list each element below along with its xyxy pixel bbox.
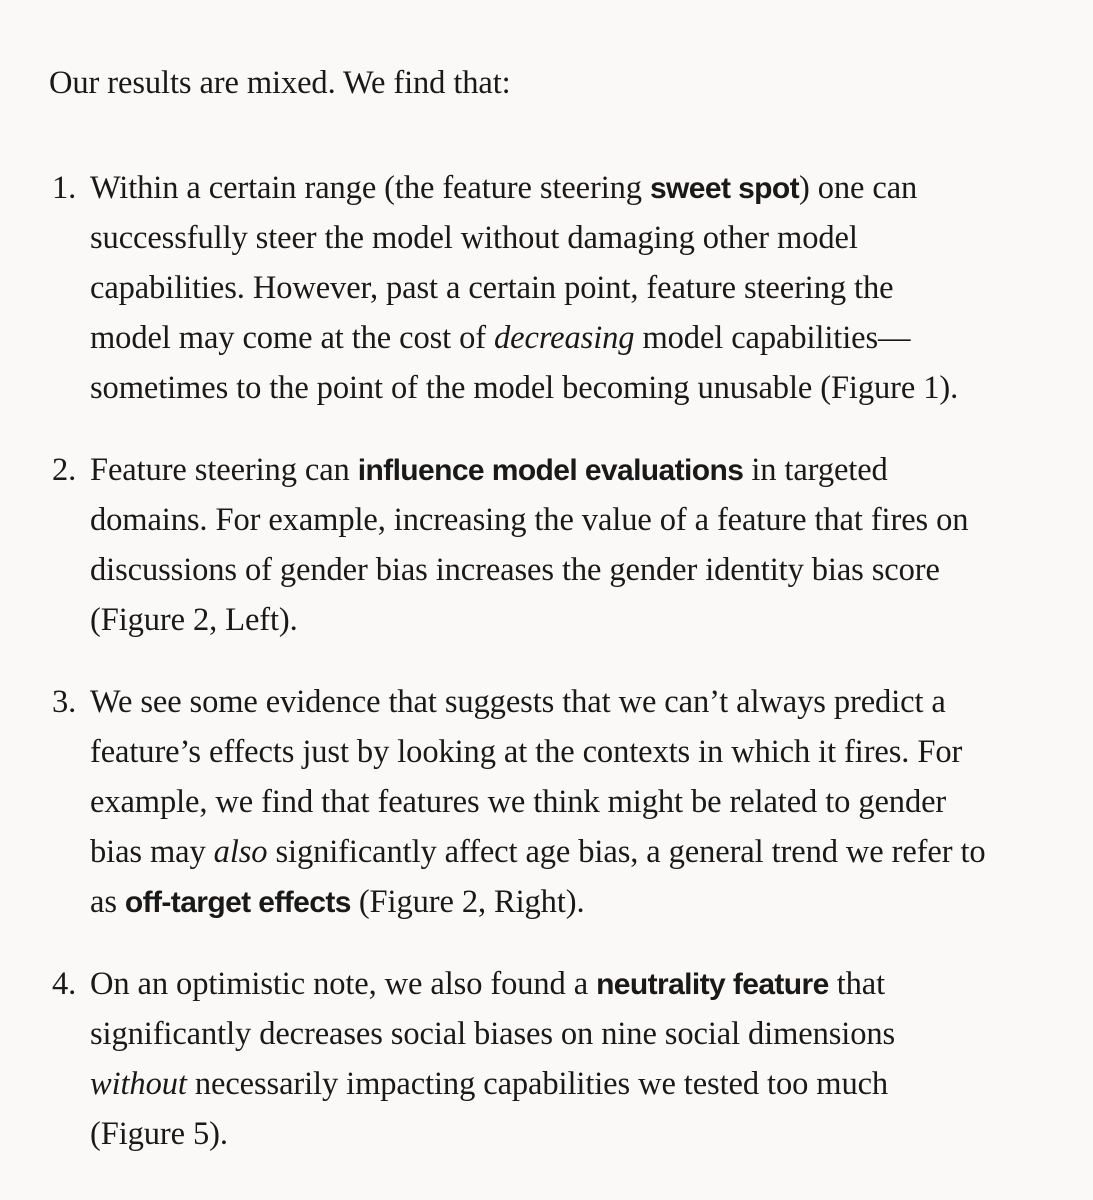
bold-term: sweet spot [649,172,799,205]
bold-term: influence model evaluations [357,454,744,487]
text-line: example, we find that features we think might be related to gender [90,784,947,820]
text-line: Within a certain range (the feature steering sweet spot) one can [90,170,918,206]
list-number: 4. [52,966,77,1002]
list-number: 2. [52,452,77,488]
finding-item-2 [49,445,1093,645]
bold-term: neutrality feature [596,968,829,1001]
text-line: as off-target effects (Figure 2, Right). [90,884,585,920]
findings-list [49,163,1093,1159]
text-line: domains. For example, increasing the value of a feature that fires on [90,502,969,538]
finding-text [90,959,1093,1159]
list-number: 1. [52,170,77,206]
italic-term: decreasing [494,320,635,356]
text-line: capabilities. However, past a certain point, feature steering the [90,270,894,306]
finding-text [90,677,1093,927]
text-line: without necessarily impacting capabilities we tested too much [90,1066,889,1102]
intro-paragraph: Our results are mixed. We find that: [49,65,511,101]
finding-item-4 [49,959,1093,1159]
text-line: successfully steer the model without damaging other model [90,220,858,256]
finding-text [90,163,1093,413]
text-line: On an optimistic note, we also found a neutrality feature that [90,966,886,1002]
text-line: bias may also significantly affect age bias, a general trend we refer to [90,834,986,870]
italic-term: without [90,1066,187,1102]
text-line: model may come at the cost of decreasing model capabilities— [90,320,911,356]
text-line: (Figure 2, Left). [90,602,298,638]
text-line: feature’s effects just by looking at the contexts in which it fires. For [90,734,963,770]
article-body [49,58,1093,1159]
text-line: We see some evidence that suggests that we can’t always predict a [90,684,946,720]
text-line: Feature steering can influence model evaluations in targeted [90,452,888,488]
text-line: discussions of gender bias increases the gender identity bias score [90,552,940,588]
finding-text [90,445,1093,645]
text-line: significantly decreases social biases on nine social dimensions [90,1016,896,1052]
list-number: 3. [52,684,77,720]
finding-item-3 [49,677,1093,927]
italic-term: also [213,834,268,870]
finding-item-1 [49,163,1093,413]
bold-term: off-target effects [124,886,351,919]
text-line: sometimes to the point of the model becoming unusable (Figure 1). [90,370,959,406]
text-line: (Figure 5). [90,1116,228,1152]
